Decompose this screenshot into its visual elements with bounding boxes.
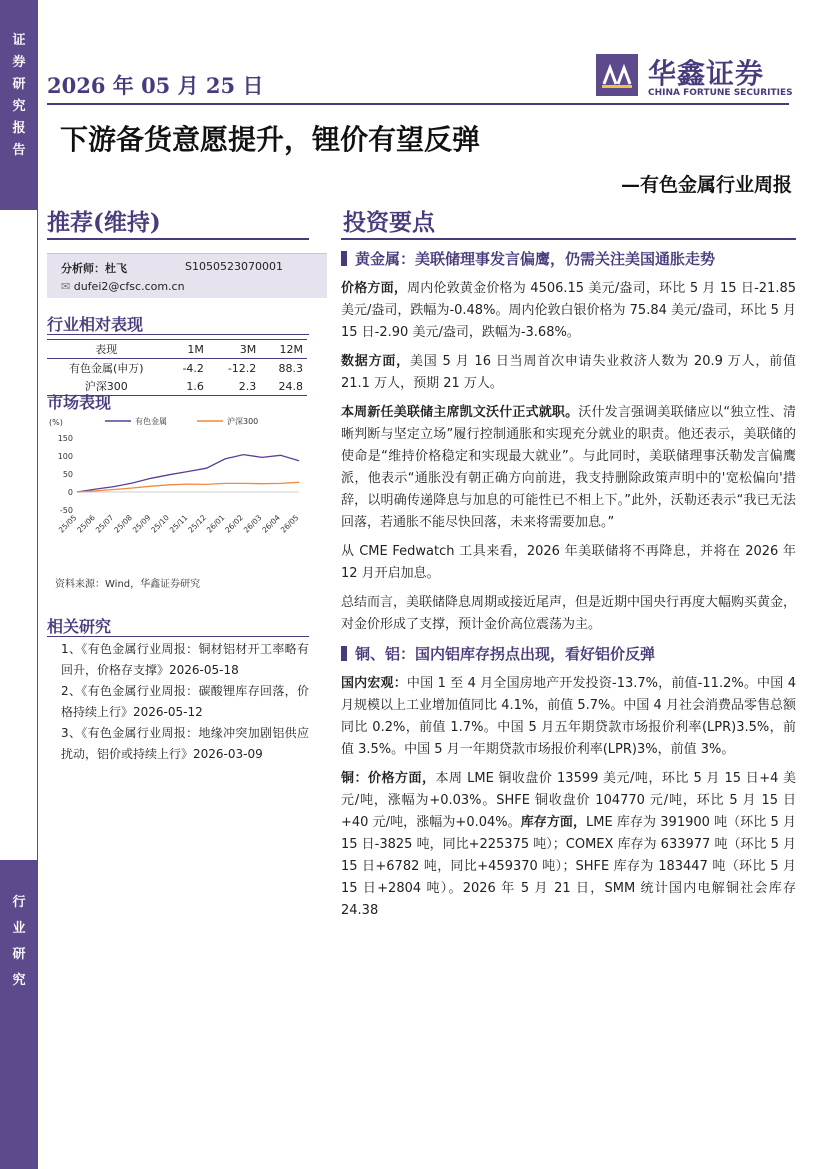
side-band-bottom bbox=[0, 860, 38, 1169]
perf-rule bbox=[47, 334, 309, 335]
side-char: 研 bbox=[12, 77, 26, 92]
square-bullet-icon bbox=[341, 646, 347, 661]
mail-icon: ✉ bbox=[61, 280, 74, 293]
side-rule bbox=[0, 210, 38, 860]
table-cell: 1.6 bbox=[166, 377, 208, 396]
paragraph bbox=[341, 278, 796, 344]
y-tick-label: 0 bbox=[67, 488, 73, 497]
report-date: 2026 年 05 月 25 日 bbox=[47, 73, 264, 98]
analyst-code: S1050523070001 bbox=[185, 260, 283, 273]
logo-name: 华鑫证券 bbox=[648, 57, 765, 90]
page-subtitle: —有色金属行业周报 bbox=[620, 174, 792, 196]
x-tick-label: 25/06 bbox=[75, 513, 97, 535]
perf-table bbox=[47, 339, 307, 396]
table-cell: 沪深300 bbox=[47, 377, 166, 396]
legend-label: 有色金属 bbox=[135, 417, 167, 426]
paragraph: 从 CME Fedwatch 工具来看，2026 年美联储将不再降息，并将在 2026 年 12 月开启加息。 bbox=[341, 544, 796, 581]
paragraph: 总结而言，美联储降息周期或接近尾声，但是近期中国央行再度大幅购买黄金，对金价形成了支撑，预计金价高位震荡为主。 bbox=[341, 595, 797, 632]
paragraph bbox=[341, 402, 796, 534]
body-text: 本周 LME 铜收盘价 13599 美元/吨，环比 5 月 15 日+4 美元/吨，涨幅为+0.03%。SHFE 铜收盘价 104770 元/吨，环比 5 月 15 日+40 元/吨，涨幅为+0.04%。 bbox=[341, 771, 796, 830]
related-list bbox=[47, 636, 309, 765]
lead-text: 铜：价格方面， bbox=[341, 771, 436, 786]
body-text: 沃什发言强调美联储应以“独立性、清晰判断与坚定立场”履行控制通胀和实现充分就业的职责。他还表示，美联储的使命是“维持价格稳定和实现最大就业”。与此同时，美联储理事沃勒发言偏鹰派，他表示“通胀没有朝正确方向前进，我支持删除政策声明中的'宽松偏向'措辞，以明确传递降息与加息的可能性已不相上下。”此外，沃勒还表示“我已无法回落，若通胀不能尽快回落，未来将需要加息。” bbox=[341, 405, 796, 530]
logo-mark-icon bbox=[596, 54, 638, 96]
x-tick-label: 26/04 bbox=[260, 513, 282, 535]
logo-en: CHINA FORTUNE SECURITIES bbox=[648, 88, 793, 98]
table-cell: 2.3 bbox=[208, 377, 260, 396]
analyst-email-text: dufei2@cfsc.com.cn bbox=[73, 280, 185, 293]
company-logo bbox=[596, 52, 796, 102]
x-tick-label: 25/12 bbox=[186, 513, 208, 535]
body-text: 周内伦敦黄金价格为 4506.15 美元/盎司，环比 5 月 15 日-21.85 美元/盎司，跌幅为-0.48%。周内伦敦白银价格为 75.84 美元/盎司，环比 5 月 15 日-2.90 美元/盎司，跌幅为-3.68%。 bbox=[341, 281, 796, 340]
section-heading-text: 黄金属：美联储理事发言偏鹰，仍需关注美国通胀走势 bbox=[355, 250, 716, 268]
body-text: 美国 5 月 16 日当周首次申请失业救济人数为 20.9 万人，前值 21.1 万人，预期 21 万人。 bbox=[341, 354, 796, 391]
lead-text: 库存方面， bbox=[520, 815, 587, 830]
lead-text: 价格方面， bbox=[341, 281, 408, 296]
side-char: 报 bbox=[12, 121, 26, 136]
market-chart bbox=[47, 410, 309, 580]
x-tick-label: 26/05 bbox=[278, 513, 301, 535]
side-char: 告 bbox=[12, 143, 26, 158]
y-tick-label: 150 bbox=[57, 434, 73, 443]
table-header: 3M bbox=[208, 340, 260, 359]
header-rule bbox=[47, 103, 789, 105]
x-tick-label: 25/07 bbox=[93, 513, 116, 535]
y-tick-label: 100 bbox=[57, 452, 73, 461]
list-item[interactable]: 2、《有色金属行业周报：碳酸锂库存回落，价格持续上行》2026-05-12 bbox=[61, 684, 309, 719]
table-header: 12M bbox=[260, 340, 307, 359]
y-tick-label: 50 bbox=[62, 470, 73, 479]
square-bullet-icon bbox=[341, 251, 347, 266]
y-tick-label: -50 bbox=[59, 506, 73, 515]
x-tick-label: 26/01 bbox=[204, 513, 227, 535]
x-tick-label: 26/03 bbox=[241, 513, 264, 535]
lead-text: 数据方面， bbox=[341, 354, 410, 369]
chart-source: 资料来源：Wind，华鑫证券研究 bbox=[55, 579, 201, 590]
related-heading: 相关研究 bbox=[47, 617, 112, 636]
body-text: LME 库存为 391900 吨（环比 5 月 15 日-3825 吨，同比+225375 吨）；COMEX 库存为 633977 吨（环比 5 月 15 日+6782 吨，同比+459370 吨）；SHFE 库存为 183447 吨（环比 5 月 15 日+2804 吨）。2026 年 5 月 21 日，SMM 统计国内电解铜社会库存 24.38 bbox=[341, 815, 796, 918]
invest-rule bbox=[341, 238, 796, 240]
section-heading-copper bbox=[341, 643, 796, 665]
list-item[interactable]: 1、《有色金属行业周报：铜材铝材开工率略有回升，价格存支撑》2026-05-18 bbox=[61, 642, 309, 677]
table-cell: 有色金属(申万) bbox=[69, 362, 144, 375]
table-cell: -4.2 bbox=[182, 361, 204, 375]
x-tick-label: 25/09 bbox=[130, 513, 153, 535]
rating-rule bbox=[47, 238, 309, 240]
lead-text: 国内宏观： bbox=[341, 676, 407, 691]
side-char: 业 bbox=[12, 921, 26, 936]
side-char: 究 bbox=[12, 99, 26, 114]
paragraph bbox=[341, 351, 796, 395]
table-header: 1M bbox=[166, 340, 208, 359]
side-char: 行 bbox=[12, 895, 26, 910]
market-heading: 市场表现 bbox=[47, 393, 112, 412]
main-body bbox=[341, 248, 796, 929]
analyst-box bbox=[47, 253, 327, 298]
analyst-email bbox=[61, 280, 185, 293]
section-heading-gold bbox=[341, 248, 796, 270]
section-heading-text: 铜、铝：国内铝库存拐点出现，看好铝价反弹 bbox=[355, 645, 656, 663]
side-char: 研 bbox=[12, 947, 26, 962]
table-row bbox=[47, 340, 307, 359]
x-tick-label: 25/11 bbox=[167, 513, 190, 535]
side-band-top bbox=[0, 0, 38, 210]
x-tick-label: 26/02 bbox=[223, 513, 245, 535]
table-row bbox=[47, 359, 307, 378]
table-header: 表现 bbox=[47, 340, 166, 359]
x-tick-label: 25/05 bbox=[56, 513, 79, 535]
invest-heading: 投资要点 bbox=[343, 209, 435, 236]
side-char: 证 bbox=[12, 33, 26, 48]
list-item[interactable]: 3、《有色金属行业周报：地缘冲突加剧铝供应扰动，铝价或持续上行》2026-03-09 bbox=[61, 726, 309, 761]
analyst-name: 分析师：杜飞 bbox=[61, 262, 127, 275]
rating: 推荐(维持) bbox=[47, 209, 161, 236]
series-line-1 bbox=[77, 455, 299, 492]
paragraph bbox=[341, 768, 796, 922]
x-tick-label: 25/08 bbox=[112, 513, 134, 535]
paragraph bbox=[341, 673, 796, 761]
x-tick-label: 25/10 bbox=[149, 513, 171, 535]
table-cell: 24.8 bbox=[260, 377, 307, 396]
perf-heading: 行业相对表现 bbox=[47, 315, 144, 334]
side-char: 究 bbox=[12, 973, 26, 988]
y-axis-label: (%) bbox=[49, 418, 63, 427]
page-title: 下游备货意愿提升，锂价有望反弹 bbox=[60, 123, 481, 156]
body-text: 中国 1 至 4 月全国房地产开发投资-13.7%，前值-11.2%。中国 4 月规模以上工业增加值同比 4.1%，前值 5.7%。中国 4 月社会消费品零售总额同比 0.2%，前值 1.7%。中国 5 月五年期贷款市场报价利率(LPR)3.5%，前值 3.5%。中国 5 月一年期贷款市场报价利率(LPR)3%，前值 3%。 bbox=[341, 676, 796, 757]
lead-text: 本周新任美联储主席凯文沃什正式就职。 bbox=[341, 405, 579, 420]
side-char: 券 bbox=[12, 55, 26, 70]
table-cell: -12.2 bbox=[227, 361, 257, 375]
table-cell: 88.3 bbox=[278, 361, 303, 375]
legend-label: 沪深300 bbox=[227, 417, 259, 426]
